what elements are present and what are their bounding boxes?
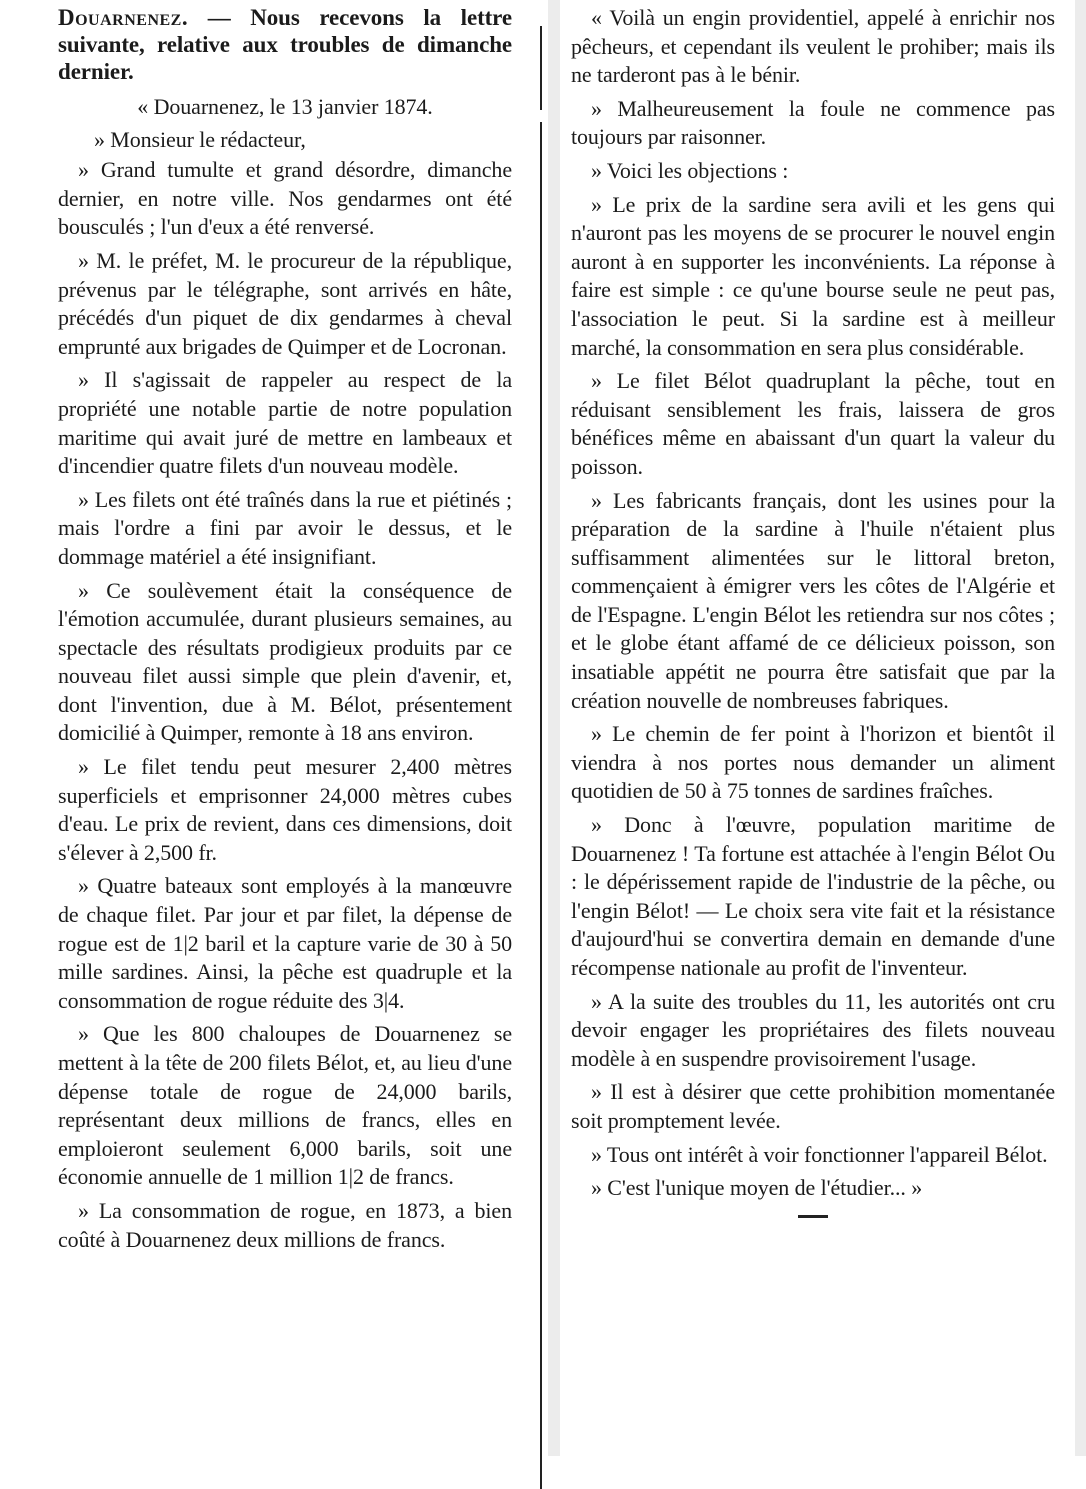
- column-divider-top: [540, 26, 542, 110]
- paragraph: » Le filet tendu peut mesurer 2,400 mètres superficiels et emprisonner 24,000 mètres cubes d'eau. Le prix de revient, dans ces dimensions, doit s'élever à 2,500 fr.: [58, 754, 512, 865]
- paragraph: » C'est l'unique moyen de l'étudier... »: [591, 1175, 923, 1201]
- paragraph: » La consommation de rogue, en 1873, a bien coûté à Douarnenez deux millions de francs.: [58, 1197, 512, 1252]
- paragraph: » Voici les objections :: [591, 157, 789, 183]
- paragraph: » Donc à l'œuvre, population maritime de Douarnenez ! Ta fortune est attachée à l'engin Bélot Ou : le dépérissement rapide de l'industrie de la pêche, ou l'engin Bélot! — Le choix sera vite fait et la résistance d'aujourd'hui se convertira demain en demande d'une récompense nationale au profit de l'inventeur.: [571, 812, 1055, 980]
- paragraph: » Le filet Bélot quadruplant la pêche, tout en réduisant sensiblement les frais, laissera de gros bénéfices même en abaissant d'un quart la valeur du poisson.: [571, 368, 1055, 479]
- end-rule: [798, 1215, 828, 1218]
- paragraph: » Il est à désirer que cette prohibition momentanée soit promptement levée.: [571, 1079, 1055, 1133]
- header-place: Douarnenez.: [58, 5, 189, 30]
- paragraph: » A la suite des troubles du 11, les autorités ont cru devoir engager les propriétaires des filets nouveau modèle à en suspendre provisoirement l'usage.: [571, 988, 1055, 1071]
- column-divider: [540, 122, 542, 1489]
- dateline: « Douarnenez, le 13 janvier 1874.: [137, 94, 433, 119]
- paragraph: » Ce soulèvement était la conséquence de l'émotion accumulée, durant plusieurs semaines, au spectacle des résultats prodigieux produits par ce nouveau filet aussi simple que plein d'avenir, et, dont l'invention, due à M. Bélot, présentement domicilié à Quimper, remonte à 18 ans environ.: [58, 577, 512, 746]
- paragraph: » Malheureusement la foule ne commence pas toujours par raisonner.: [571, 95, 1055, 150]
- paragraph: » Les filets ont été traînés dans la rue et piétinés ; mais l'ordre a fini par avoir le dessus, et le dommage matériel a été insignifiant.: [58, 486, 512, 569]
- header-text: — Nous recevons la lettre suivante, relative aux troubles de dimanche dernier.: [58, 5, 512, 84]
- paragraph: » Le chemin de fer point à l'horizon et bientôt il viendra à nos portes nous demander un aliment quotidien de 50 à 75 tonnes de sardines fraîches.: [571, 721, 1055, 804]
- paragraph: » Que les 800 chaloupes de Douarnenez se mettent à la tête de 200 filets Bélot, et, au lieu d'une dépense totale de rogue de 24,000 barils, représentant deux millions de francs, elles en emploieront seulement 6,000 barils, soit une économie annuelle de 1 million 1|2 de francs.: [58, 1021, 512, 1190]
- paragraph: » Grand tumulte et grand désordre, dimanche dernier, en notre ville. Nos gendarmes ont été bousculés ; l'un d'eux a été renversé.: [58, 157, 512, 240]
- paragraph: » M. le préfet, M. le procureur de la république, prévenus par le télégraphe, sont arrivés en hâte, précédés d'un piquet de dix gendarmes à cheval emprunté aux brigades de Quimper et de Locronan.: [58, 247, 512, 359]
- paragraph: » Les fabricants français, dont les usines pour la préparation de la sardine à l'huile n'étaient plus suffisamment alimentées sur le littoral breton, commençaient à émigrer vers les côtes de l'Algérie et de l'Espagne. L'engin Bélot les retiendra sur nos côtes ; et le globe étant affamé de ce délicieux poisson, son insatiable appétit ne pourra être satisfait que par la création nouvelle de nombreuses fabriques.: [571, 487, 1055, 713]
- right-column: [571, 4, 1055, 1489]
- paragraph: » Il s'agissait de rappeler au respect de la propriété une notable partie de notre population maritime qui avait juré de mettre en lambeaux et d'incendier quatre filets d'un nouveau modèle.: [58, 367, 512, 479]
- salutation: » Monsieur le rédacteur,: [94, 126, 306, 152]
- article-header: [58, 4, 512, 85]
- paragraph: » Quatre bateaux sont employés à la manœuvre de chaque filet. Par jour et par filet, la dépense de rogue est de 1|2 baril et la capture varie de 30 à 50 mille sardines. Ainsi, la pêche est quadruple et la consommation de rogue réduite des 3|4.: [58, 873, 512, 1013]
- paragraph: « Voilà un engin providentiel, appelé à enrichir nos pêcheurs, et cependant ils veulent le prohiber; mais ils ne tarderont pas à le bénir.: [571, 5, 1055, 88]
- paragraph: » Tous ont intérêt à voir fonctionner l'appareil Bélot.: [591, 1141, 1048, 1167]
- left-column: [58, 4, 512, 1489]
- paragraph: » Le prix de la sardine sera avili et les gens qui n'auront pas les moyens de se procurer le nouvel engin auront à en supporter les inconvénients. La réponse à faire est simple : ce qu'une bourse seule ne peut pas, l'association le peut. Si la sardine est à meilleur marché, la consommation en sera plus considérable.: [571, 191, 1055, 360]
